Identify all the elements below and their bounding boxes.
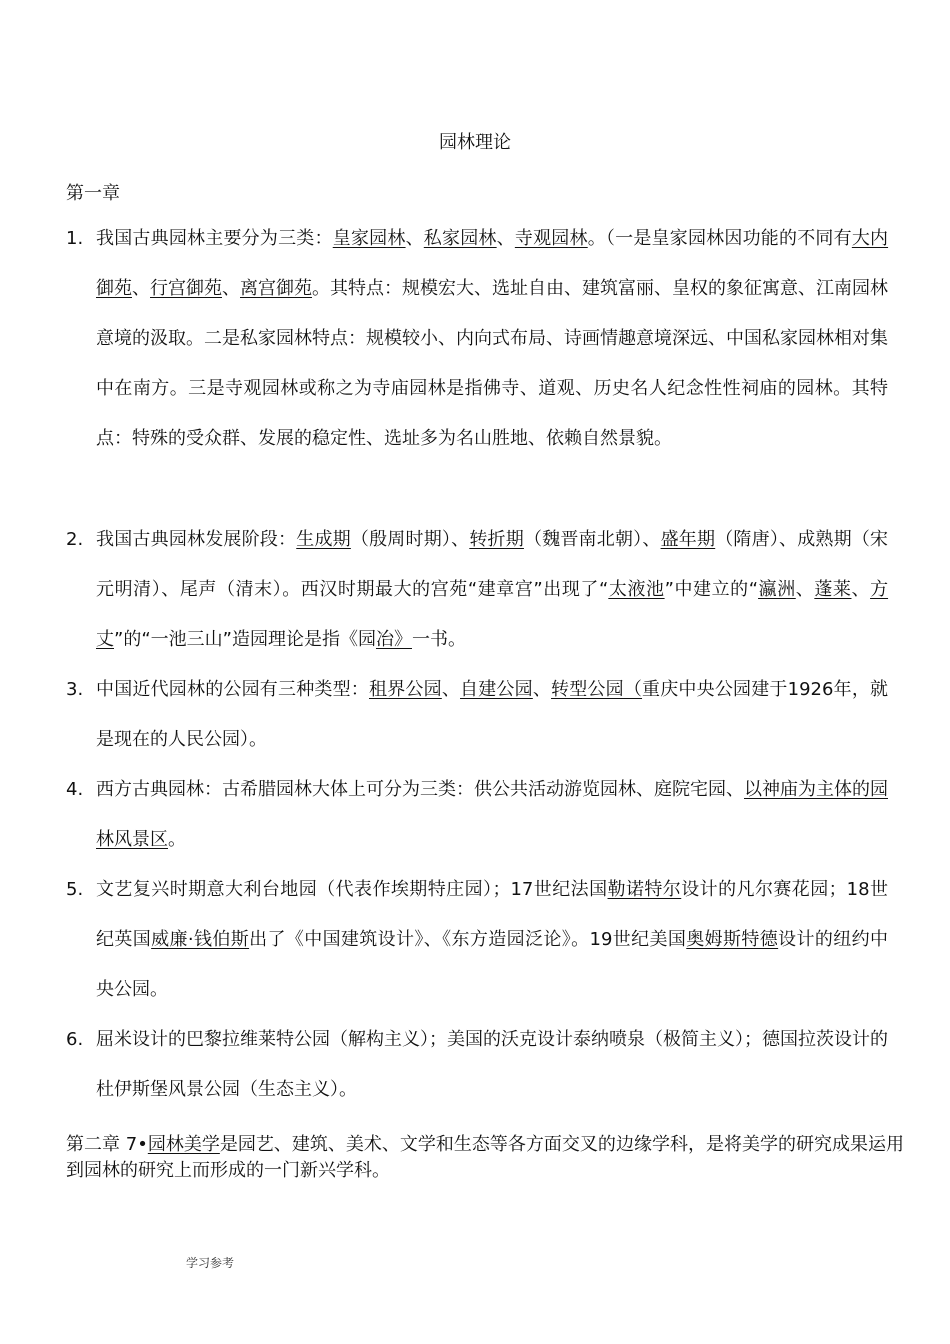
underlined-term: 大内御苑 <box>96 228 889 299</box>
underlined-term: 园林美学 <box>147 1134 220 1155</box>
text-run: 设计的凡尔赛花园；18世纪英国 <box>96 879 889 950</box>
text-run: 、 <box>851 579 871 600</box>
underlined-term: 自建公园 <box>460 679 533 700</box>
underlined-term: 生成期 <box>296 529 351 550</box>
text-run: （殷周时期）、 <box>350 529 470 550</box>
underlined-term: 以神庙为主体的园林风景区 <box>96 779 888 850</box>
text-run: 、 <box>496 228 515 249</box>
text-run: 、 <box>222 278 240 299</box>
item-number: 4. <box>66 779 84 800</box>
text-run: 、 <box>441 679 461 700</box>
underlined-term: 方丈 <box>96 579 889 650</box>
text-run: 出了《中国建筑设计》、《东方造园泛论》。19世纪美国 <box>249 929 687 950</box>
text-run: 我国古典园林发展阶段： <box>96 529 297 550</box>
footer-note: 学习参考 <box>186 1256 235 1270</box>
underlined-term: 蓬莱 <box>814 579 852 600</box>
underlined-term: 瀛洲 <box>758 579 796 600</box>
text-run: 重庆中央公园建于1926年，就是现在的人民公园）。 <box>96 679 889 750</box>
item-text <box>96 214 888 464</box>
underlined-term: 盛年期 <box>660 529 716 550</box>
chapter-heading: 第一章 <box>66 183 120 204</box>
item-number: 3. <box>66 679 84 700</box>
underlined-term: 寺观园林 <box>514 228 588 249</box>
text-run: 、 <box>132 278 150 299</box>
text-run: 西方古典园林：古希腊园林大体上可分为三类：供公共活动游览园林、庭院宅园、 <box>96 779 744 800</box>
item-number: 6. <box>66 1029 84 1050</box>
text-run: 是园艺、建筑、美术、文学和生态等各方面交叉的边缘学科，是将美学的研究成果运用到园林的研究上而形成的一门新兴学科。 <box>66 1134 905 1181</box>
text-run: 中国近代园林的公园有三种类型： <box>96 679 369 700</box>
text-run: 。其特点：规模宏大、选址自由、建筑富丽、皇权的象征寓意、江南园林意境的汲取。二是私家园林特点：规模较小、内向式布局、诗画情趣意境深远、中国私家园林相对集中在南方。三是寺观园林或称之为寺庙园林是指佛寺、道观、历史名人纪念性性祠庙的园林。其特点：特殊的受众群、发展的稳定性、选址多为名山胜地、依赖自然景貌。 <box>96 278 888 449</box>
item-number: 2. <box>66 529 84 550</box>
item-text <box>96 515 888 665</box>
item-number: 5. <box>66 879 84 900</box>
text-run: 、 <box>405 228 424 249</box>
text-run: 屈米设计的巴黎拉维莱特公园（解构主义）；美国的沃克设计泰纳喷泉（极简主义）；德国拉茨设计的杜伊斯堡风景公园（生态主义）。 <box>96 1029 888 1100</box>
page-title: 园林理论 <box>439 132 511 153</box>
underlined-term: 太液池 <box>608 579 665 600</box>
text-run: 第二章 7• <box>66 1134 148 1155</box>
text-run: 。（一是皇家园林因功能的不同有 <box>587 228 852 249</box>
underlined-term: 冶》 <box>375 629 412 650</box>
underlined-term: 转型公园（ <box>551 679 643 700</box>
underlined-term: 皇家园林 <box>332 228 406 249</box>
item-text <box>96 665 888 765</box>
underlined-term: 离宫御苑 <box>240 278 312 299</box>
text-run: 、 <box>532 679 552 700</box>
underlined-term: 奥姆斯特德 <box>686 929 779 950</box>
text-run: ”中建立的“ <box>664 579 759 600</box>
underlined-term: 租界公园 <box>369 679 442 700</box>
text-run: 一书。 <box>411 629 466 650</box>
text-run: 、 <box>795 579 815 600</box>
item-text <box>96 765 888 865</box>
underlined-term: 转折期 <box>469 529 524 550</box>
text-run: 设计的纽约中央公园。 <box>96 929 888 1000</box>
text-run: （隋唐）、成熟期（宋元明清）、尾声（清末）。西汉时期最大的宫苑“建章宫”出现了“ <box>96 529 889 600</box>
item-number: 1. <box>66 228 84 249</box>
text-run: ”的“一池三山”造园理论是指《园 <box>114 629 376 650</box>
chapter2-paragraph <box>66 1132 904 1184</box>
underlined-term: 行宫御苑 <box>150 278 222 299</box>
text-run: （魏晋南北朝）、 <box>523 529 661 550</box>
item-text <box>96 1015 888 1115</box>
text-run: 我国古典园林主要分为三类： <box>96 228 333 249</box>
underlined-term: 私家园林 <box>423 228 497 249</box>
item-text <box>96 865 888 1015</box>
underlined-term: 威廉·钱伯斯 <box>151 929 250 950</box>
text-run: 。 <box>168 829 186 850</box>
underlined-term: 勒诺特尔 <box>607 879 682 900</box>
text-run: 文艺复兴时期意大利台地园（代表作埃期特庄园）；17世纪法国 <box>96 879 608 900</box>
